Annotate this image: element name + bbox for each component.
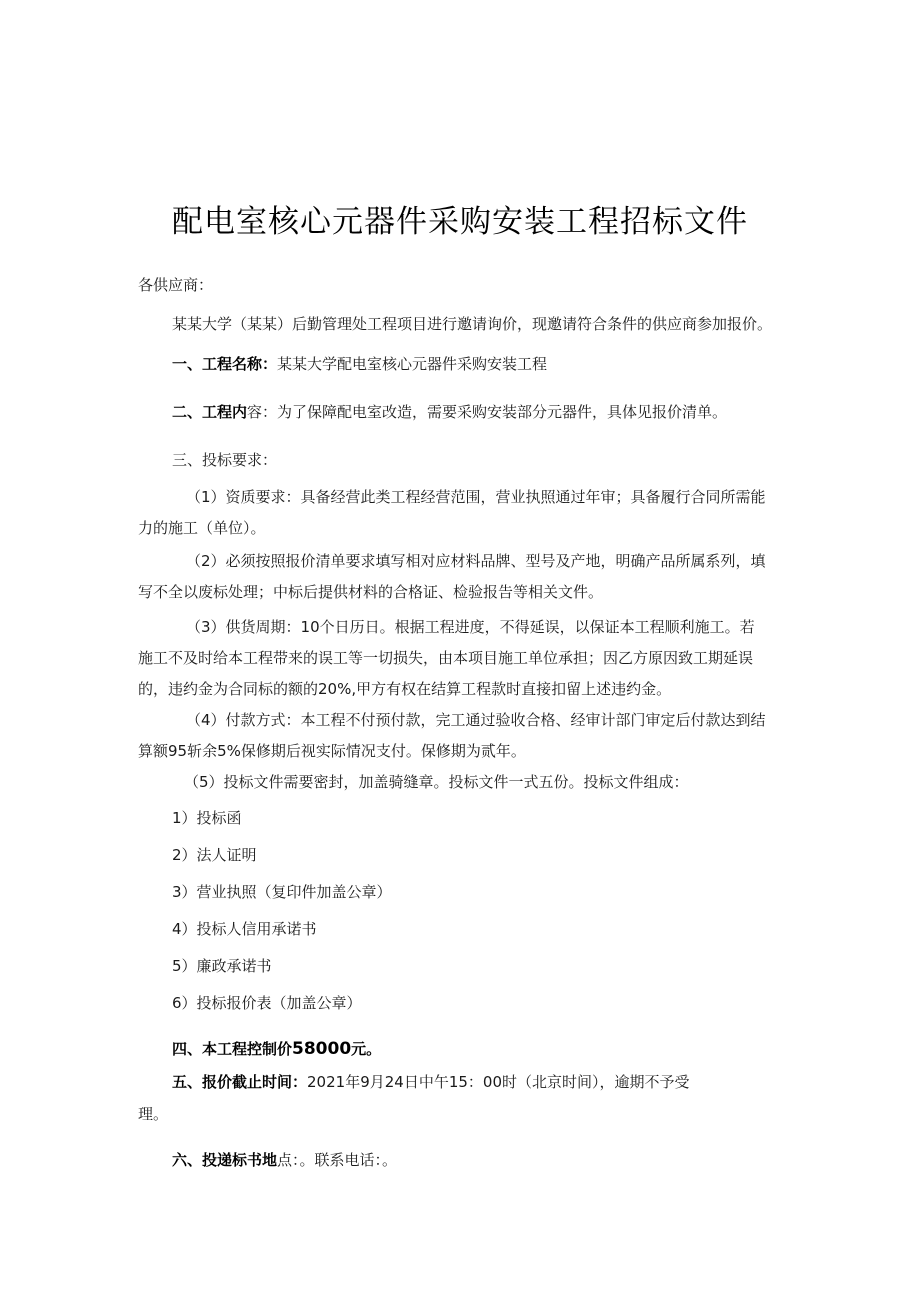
section-heading: 三、投标要求： (172, 451, 278, 469)
requirement-line: 力的施工（单位）。 (138, 519, 266, 537)
document-list-item: 3）营业执照（复印件加盖公章） (172, 883, 392, 901)
salutation: 各供应商： (138, 276, 214, 294)
document-list-item: 4）投标人信用承诺书 (172, 920, 317, 938)
requirement-line: （2）必须按照报价清单要求填写相对应材料品牌、型号及产地，明确产品所属系列，填 (186, 552, 766, 570)
section-project-name (172, 354, 547, 374)
section-heading: 一、工程名称： (172, 355, 278, 373)
deadline-text: 2021年9月24日中午15：00时（北京时间），逾期不予受 (307, 1073, 690, 1091)
requirement-line: （1）资质要求：具备经营此类工程经营范围，营业执照通过年审；具备履行合同所需能 (186, 488, 766, 506)
section-heading: 二、工程内 (172, 403, 248, 421)
requirement-5: （5）投标文件需要密封，加盖骑缝章。投标文件一式五份。投标文件组成： (184, 773, 689, 791)
requirement-line: 施工不及时给本工程带来的误工等一切损失，由本项目施工单位承担；因乙方原因致工期延误 (138, 649, 754, 667)
requirement-1 (138, 487, 766, 538)
section-control-price (172, 1039, 381, 1059)
document-list-item: 6）投标报价表（加盖公章） (172, 994, 362, 1012)
section-heading: 四、本工程控制价 (172, 1040, 293, 1058)
requirement-2 (138, 551, 766, 602)
section-heading: 五、报价截止时间： (172, 1073, 308, 1091)
requirement-line: 的，违约金为合同标的额的20%,甲方有权在结算工程款时直接扣留上述违约金。 (138, 680, 672, 698)
requirement-line: 算额95斩余5%保修期后视实际情况支付。保修期为贰年。 (138, 742, 526, 760)
deadline-text-continued: 理。 (138, 1105, 169, 1123)
requirement-3 (138, 617, 755, 699)
section-text: 容：为了保障配电室改造，需要采购安装部分元器件，具体见报价清单。 (247, 403, 728, 421)
document-list-item: 2）法人证明 (172, 846, 257, 864)
document-list-item: 1）投标函 (172, 809, 242, 827)
requirement-line: 写不全以废标处理；中标后提供材料的合格证、检验报告等相关文件。 (138, 583, 604, 601)
requirement-line: （3）供货周期：10个日历日。根据工程进度，不得延误，以保证本工程顺利施工。若 (186, 618, 755, 636)
intro-paragraph: 某某大学（某某）后勤管理处工程项目进行邀请询价，现邀请符合条件的供应商参加报价。 (172, 315, 773, 333)
requirement-line: （4）付款方式：本工程不付预付款，完工通过验收合格、经审计部门审定后付款达到结 (186, 711, 766, 729)
control-price-suffix: 元。 (351, 1040, 382, 1058)
section-bid-requirements (172, 450, 277, 470)
document-title: 配电室核心元器件采购安装工程招标文件 (172, 204, 748, 240)
section-text: 点：。联系电话：。 (277, 1151, 398, 1169)
section-deadline (172, 1072, 690, 1092)
section-project-content (172, 402, 727, 422)
document-list-item: 5）廉政承诺书 (172, 957, 272, 975)
section-delivery-location (172, 1150, 397, 1170)
requirement-4 (138, 710, 766, 761)
section-text: 某某大学配电室核心元器件采购安装工程 (277, 355, 548, 373)
control-price-amount: 58000 (292, 1039, 352, 1059)
section-heading: 六、投递标书地 (172, 1151, 278, 1169)
